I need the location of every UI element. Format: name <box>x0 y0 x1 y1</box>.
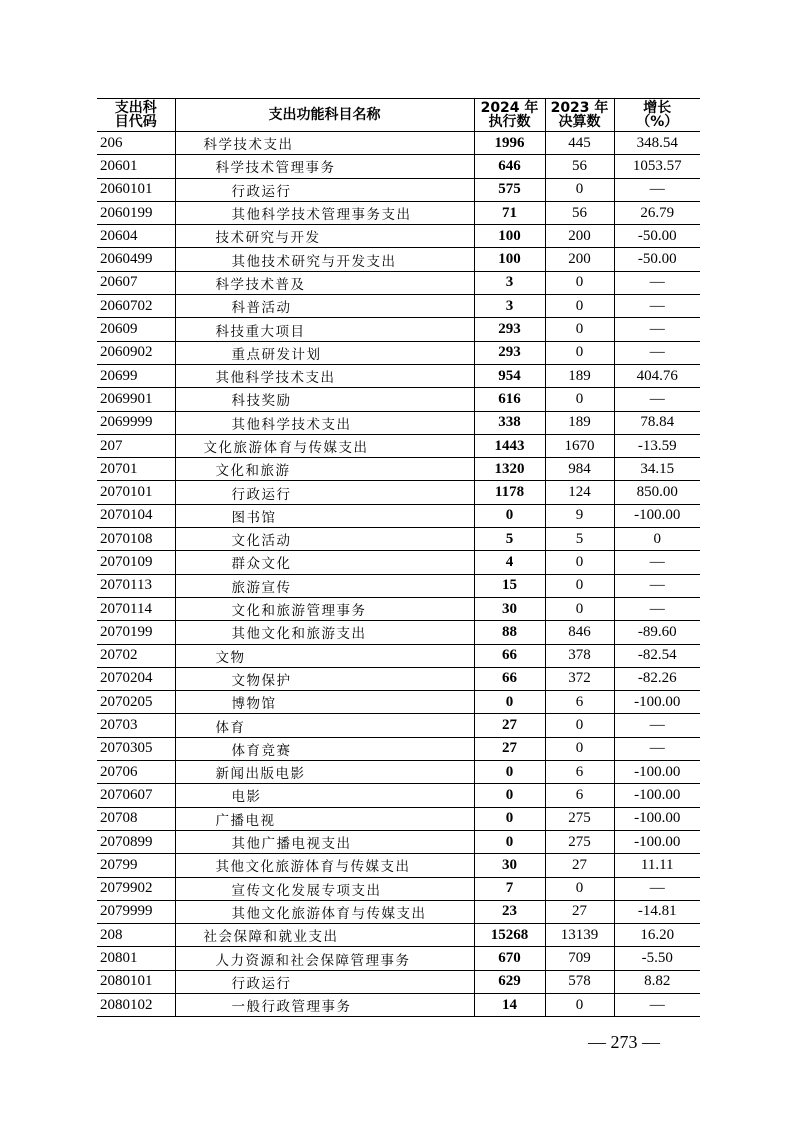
table-row <box>97 411 700 434</box>
header-exec: 2024 年 执行数 <box>474 99 545 132</box>
row-code: 2060101 <box>97 178 175 201</box>
row-final: 189 <box>545 411 614 434</box>
row-name: 其他文化旅游体育与传媒支出 <box>175 854 474 877</box>
row-growth: -100.00 <box>614 784 700 807</box>
row-name: 人力资源和社会保障管理事务 <box>175 947 474 970</box>
row-code: 2060499 <box>97 248 175 271</box>
row-final: 0 <box>545 597 614 620</box>
row-exec: 15 <box>474 574 545 597</box>
row-exec: 7 <box>474 877 545 900</box>
row-code: 2070305 <box>97 737 175 760</box>
row-growth: — <box>614 574 700 597</box>
row-exec: 0 <box>474 807 545 830</box>
row-name: 其他文化旅游体育与传媒支出 <box>175 900 474 923</box>
row-growth: 8.82 <box>614 970 700 993</box>
table-row <box>97 947 700 970</box>
row-name: 体育竞赛 <box>175 737 474 760</box>
row-exec: 14 <box>474 993 545 1016</box>
row-code: 2069999 <box>97 411 175 434</box>
table-row <box>97 155 700 178</box>
row-name: 科技奖励 <box>175 388 474 411</box>
row-name: 其他科学技术支出 <box>175 411 474 434</box>
table-row <box>97 225 700 248</box>
table-row <box>97 201 700 224</box>
table-row <box>97 178 700 201</box>
row-exec: 0 <box>474 691 545 714</box>
table-row <box>97 504 700 527</box>
table-row <box>97 830 700 853</box>
row-final: 6 <box>545 691 614 714</box>
row-exec: 646 <box>474 155 545 178</box>
row-code: 20799 <box>97 854 175 877</box>
row-final: 0 <box>545 877 614 900</box>
row-exec: 30 <box>474 854 545 877</box>
table-row <box>97 854 700 877</box>
table-row <box>97 807 700 830</box>
row-code: 20699 <box>97 364 175 387</box>
row-growth: -13.59 <box>614 434 700 457</box>
row-exec: 4 <box>474 551 545 574</box>
row-exec: 1996 <box>474 132 545 155</box>
row-final: 200 <box>545 248 614 271</box>
row-growth: -82.26 <box>614 667 700 690</box>
row-name: 其他科学技术管理事务支出 <box>175 201 474 224</box>
row-exec: 1443 <box>474 434 545 457</box>
table-header-row <box>97 99 700 132</box>
row-final: 275 <box>545 830 614 853</box>
row-code: 20601 <box>97 155 175 178</box>
page-number: — 273 — <box>588 1032 660 1052</box>
row-final: 275 <box>545 807 614 830</box>
row-exec: 0 <box>474 761 545 784</box>
row-growth: -89.60 <box>614 621 700 644</box>
table-row <box>97 574 700 597</box>
row-final: 124 <box>545 481 614 504</box>
row-exec: 0 <box>474 504 545 527</box>
row-final: 200 <box>545 225 614 248</box>
row-final: 378 <box>545 644 614 667</box>
row-name: 行政运行 <box>175 481 474 504</box>
row-code: 20801 <box>97 947 175 970</box>
row-growth: -100.00 <box>614 807 700 830</box>
header-name: 支出功能科目名称 <box>175 99 474 132</box>
row-growth: 0 <box>614 528 700 551</box>
row-final: 709 <box>545 947 614 970</box>
table-row <box>97 434 700 457</box>
row-growth: 404.76 <box>614 364 700 387</box>
table-row <box>97 784 700 807</box>
row-exec: 88 <box>474 621 545 644</box>
row-growth: — <box>614 737 700 760</box>
row-growth: 11.11 <box>614 854 700 877</box>
row-name: 其他文化和旅游支出 <box>175 621 474 644</box>
row-exec: 293 <box>474 318 545 341</box>
row-final: 27 <box>545 854 614 877</box>
table-row <box>97 295 700 318</box>
row-code: 20609 <box>97 318 175 341</box>
row-name: 体育 <box>175 714 474 737</box>
table-row <box>97 644 700 667</box>
row-growth: — <box>614 993 700 1016</box>
row-name: 文化活动 <box>175 528 474 551</box>
row-name: 其他技术研究与开发支出 <box>175 248 474 271</box>
row-final: 984 <box>545 458 614 481</box>
row-final: 9 <box>545 504 614 527</box>
row-code: 2070109 <box>97 551 175 574</box>
row-name: 一般行政管理事务 <box>175 993 474 1016</box>
row-code: 2060199 <box>97 201 175 224</box>
table-row <box>97 458 700 481</box>
row-name: 文物保护 <box>175 667 474 690</box>
row-code: 2069901 <box>97 388 175 411</box>
row-exec: 293 <box>474 341 545 364</box>
row-code: 2070101 <box>97 481 175 504</box>
row-final: 0 <box>545 178 614 201</box>
row-growth: — <box>614 877 700 900</box>
row-exec: 27 <box>474 714 545 737</box>
row-code: 20703 <box>97 714 175 737</box>
row-exec: 629 <box>474 970 545 993</box>
row-name: 图书馆 <box>175 504 474 527</box>
row-exec: 338 <box>474 411 545 434</box>
row-growth: — <box>614 318 700 341</box>
row-final: 0 <box>545 341 614 364</box>
row-final: 0 <box>545 388 614 411</box>
row-growth: — <box>614 714 700 737</box>
row-name: 其他广播电视支出 <box>175 830 474 853</box>
row-code: 20604 <box>97 225 175 248</box>
row-code: 2070104 <box>97 504 175 527</box>
row-name: 群众文化 <box>175 551 474 574</box>
table-body <box>97 132 700 1017</box>
row-code: 20607 <box>97 271 175 294</box>
table-row <box>97 364 700 387</box>
row-code: 2080101 <box>97 970 175 993</box>
row-name: 社会保障和就业支出 <box>175 924 474 947</box>
row-final: 56 <box>545 155 614 178</box>
row-code: 208 <box>97 924 175 947</box>
row-final: 189 <box>545 364 614 387</box>
table-row <box>97 481 700 504</box>
row-code: 2080102 <box>97 993 175 1016</box>
row-growth: — <box>614 178 700 201</box>
row-name: 其他科学技术支出 <box>175 364 474 387</box>
row-name: 旅游宣传 <box>175 574 474 597</box>
header-code: 支出科 目代码 <box>97 99 175 132</box>
row-exec: 71 <box>474 201 545 224</box>
row-growth: 1053.57 <box>614 155 700 178</box>
row-name: 文物 <box>175 644 474 667</box>
table-row <box>97 761 700 784</box>
row-growth: — <box>614 295 700 318</box>
row-final: 0 <box>545 271 614 294</box>
row-name: 科技重大项目 <box>175 318 474 341</box>
row-growth: 16.20 <box>614 924 700 947</box>
row-final: 6 <box>545 761 614 784</box>
table-row <box>97 621 700 644</box>
row-code: 207 <box>97 434 175 457</box>
row-code: 20706 <box>97 761 175 784</box>
row-exec: 27 <box>474 737 545 760</box>
row-code: 20708 <box>97 807 175 830</box>
row-code: 20701 <box>97 458 175 481</box>
row-growth: — <box>614 388 700 411</box>
row-code: 2070204 <box>97 667 175 690</box>
row-code: 2070113 <box>97 574 175 597</box>
row-exec: 66 <box>474 644 545 667</box>
row-name: 广播电视 <box>175 807 474 830</box>
row-growth: — <box>614 341 700 364</box>
row-code: 2070199 <box>97 621 175 644</box>
row-exec: 30 <box>474 597 545 620</box>
row-final: 0 <box>545 714 614 737</box>
row-exec: 100 <box>474 248 545 271</box>
row-final: 5 <box>545 528 614 551</box>
table-row <box>97 993 700 1016</box>
row-name: 技术研究与开发 <box>175 225 474 248</box>
row-name: 新闻出版电影 <box>175 761 474 784</box>
row-growth: — <box>614 551 700 574</box>
row-exec: 575 <box>474 178 545 201</box>
row-name: 科学技术管理事务 <box>175 155 474 178</box>
table-row <box>97 691 700 714</box>
row-growth: -14.81 <box>614 900 700 923</box>
row-name: 文化旅游体育与传媒支出 <box>175 434 474 457</box>
table-row <box>97 900 700 923</box>
row-final: 372 <box>545 667 614 690</box>
row-final: 56 <box>545 201 614 224</box>
row-final: 27 <box>545 900 614 923</box>
row-exec: 5 <box>474 528 545 551</box>
row-name: 行政运行 <box>175 970 474 993</box>
row-code: 2070108 <box>97 528 175 551</box>
row-exec: 1320 <box>474 458 545 481</box>
row-code: 2070114 <box>97 597 175 620</box>
row-name: 文化和旅游 <box>175 458 474 481</box>
budget-table-container <box>97 98 700 1017</box>
row-final: 1670 <box>545 434 614 457</box>
row-growth: -50.00 <box>614 225 700 248</box>
row-code: 2070205 <box>97 691 175 714</box>
row-exec: 0 <box>474 830 545 853</box>
table-row <box>97 528 700 551</box>
row-code: 2070899 <box>97 830 175 853</box>
row-code: 20702 <box>97 644 175 667</box>
row-growth: — <box>614 597 700 620</box>
row-name: 电影 <box>175 784 474 807</box>
row-final: 846 <box>545 621 614 644</box>
row-code: 2060902 <box>97 341 175 364</box>
row-name: 行政运行 <box>175 178 474 201</box>
row-growth: 26.79 <box>614 201 700 224</box>
row-growth: -50.00 <box>614 248 700 271</box>
row-exec: 1178 <box>474 481 545 504</box>
row-name: 博物馆 <box>175 691 474 714</box>
row-code: 2070607 <box>97 784 175 807</box>
row-name: 文化和旅游管理事务 <box>175 597 474 620</box>
row-growth: -100.00 <box>614 761 700 784</box>
expenditure-table <box>97 98 700 1017</box>
row-final: 0 <box>545 318 614 341</box>
row-final: 0 <box>545 993 614 1016</box>
row-growth: 78.84 <box>614 411 700 434</box>
row-name: 科学技术普及 <box>175 271 474 294</box>
row-growth: -100.00 <box>614 691 700 714</box>
table-row <box>97 388 700 411</box>
row-code: 2060702 <box>97 295 175 318</box>
row-name: 重点研发计划 <box>175 341 474 364</box>
table-row <box>97 714 700 737</box>
row-growth: -100.00 <box>614 830 700 853</box>
row-name: 宣传文化发展专项支出 <box>175 877 474 900</box>
row-growth: -100.00 <box>614 504 700 527</box>
row-name: 科学技术支出 <box>175 132 474 155</box>
table-row <box>97 248 700 271</box>
table-row <box>97 877 700 900</box>
table-row <box>97 551 700 574</box>
header-growth: 增长 （%） <box>614 99 700 132</box>
row-growth: 850.00 <box>614 481 700 504</box>
header-final: 2023 年 决算数 <box>545 99 614 132</box>
row-final: 578 <box>545 970 614 993</box>
table-row <box>97 132 700 155</box>
row-exec: 3 <box>474 271 545 294</box>
row-exec: 100 <box>474 225 545 248</box>
row-exec: 616 <box>474 388 545 411</box>
row-final: 0 <box>545 574 614 597</box>
row-final: 6 <box>545 784 614 807</box>
table-row <box>97 667 700 690</box>
row-growth: 34.15 <box>614 458 700 481</box>
table-row <box>97 924 700 947</box>
row-final: 0 <box>545 737 614 760</box>
row-growth: -5.50 <box>614 947 700 970</box>
row-growth: -82.54 <box>614 644 700 667</box>
table-row <box>97 970 700 993</box>
row-code: 206 <box>97 132 175 155</box>
row-final: 0 <box>545 551 614 574</box>
table-row <box>97 271 700 294</box>
row-name: 科普活动 <box>175 295 474 318</box>
row-final: 13139 <box>545 924 614 947</box>
table-row <box>97 318 700 341</box>
row-exec: 3 <box>474 295 545 318</box>
row-final: 0 <box>545 295 614 318</box>
row-code: 2079902 <box>97 877 175 900</box>
row-exec: 15268 <box>474 924 545 947</box>
row-exec: 670 <box>474 947 545 970</box>
row-exec: 954 <box>474 364 545 387</box>
table-row <box>97 597 700 620</box>
table-row <box>97 737 700 760</box>
row-exec: 0 <box>474 784 545 807</box>
row-growth: 348.54 <box>614 132 700 155</box>
row-final: 445 <box>545 132 614 155</box>
row-exec: 66 <box>474 667 545 690</box>
table-row <box>97 341 700 364</box>
row-code: 2079999 <box>97 900 175 923</box>
row-growth: — <box>614 271 700 294</box>
row-exec: 23 <box>474 900 545 923</box>
